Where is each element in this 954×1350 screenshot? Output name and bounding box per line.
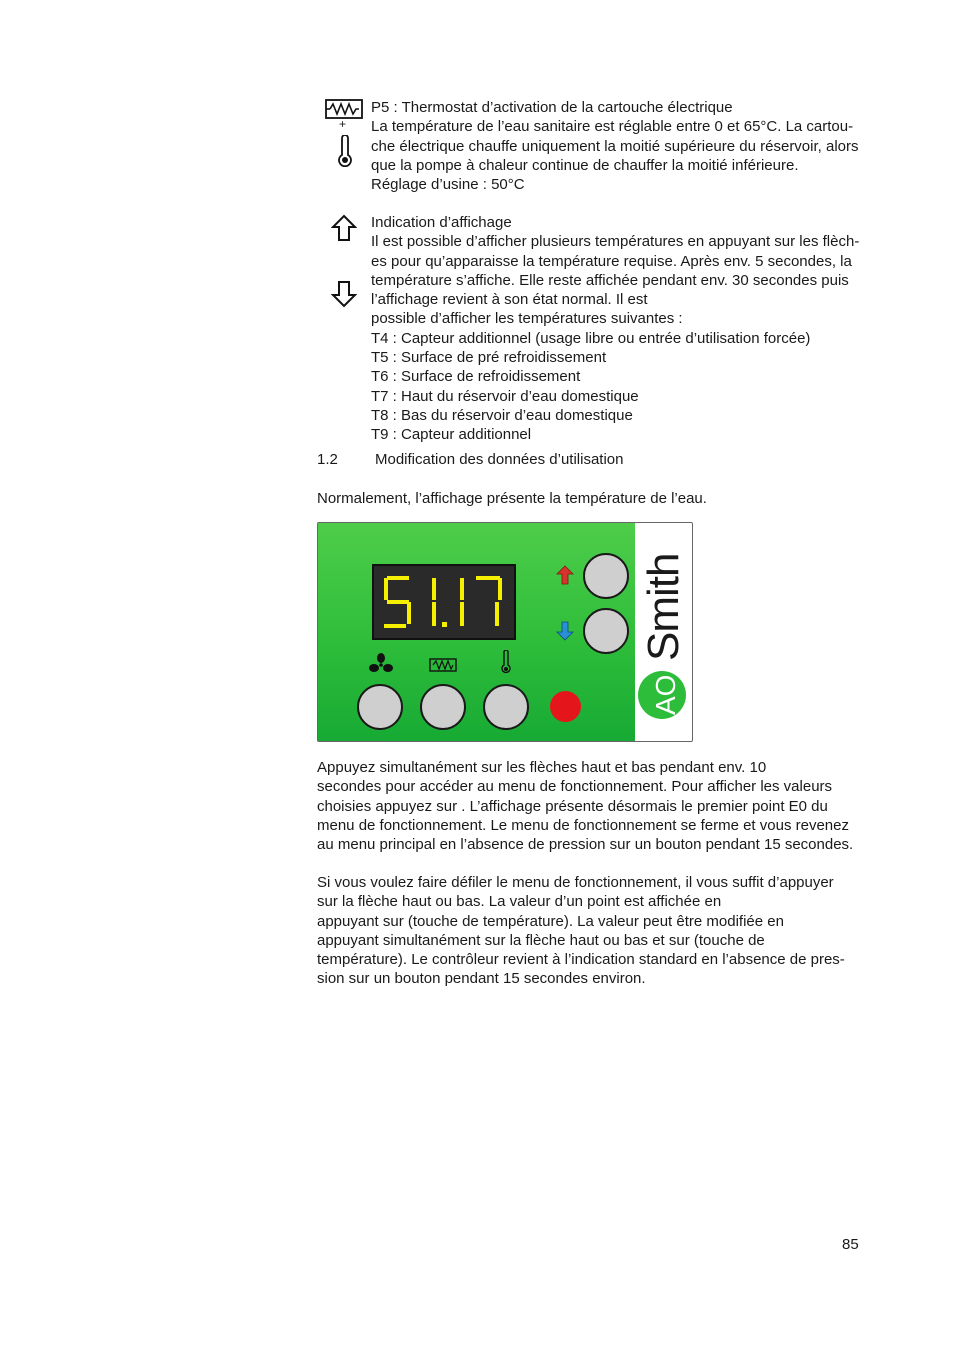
text-line: Réglage d’usine : 50°C bbox=[371, 176, 525, 194]
text-line: sur la flèche haut ou bas. La valeur d’un point est affichée en bbox=[317, 893, 722, 911]
text-line: température s’affiche. Elle reste affichée pendant env. 30 secondes puis bbox=[371, 271, 849, 289]
control-panel bbox=[317, 522, 693, 742]
heating-element-icon bbox=[325, 99, 363, 119]
text-line: menu de fonctionnement. Le menu de fonctionnement se ferme et vous revenez bbox=[317, 816, 849, 834]
text-line: possible d’afficher les températures suivantes : bbox=[371, 310, 683, 328]
text-line: que la pompe à chaleur continue de chauffer la moitié inférieure. bbox=[371, 156, 799, 174]
thermometer-icon bbox=[336, 135, 354, 167]
text-line: T9 : Capteur additionnel bbox=[371, 426, 532, 444]
fan-button[interactable] bbox=[357, 684, 403, 730]
text-line: Appuyez simultanément sur les flèches haut et bas pendant env. 10 bbox=[317, 759, 767, 776]
text-line: T8 : Bas du réservoir d’eau domestique bbox=[371, 406, 633, 424]
paragraph-menu-scroll bbox=[317, 873, 845, 989]
text-line: Il est possible d’afficher plusieurs températures en appuyant sur les flèch- bbox=[371, 233, 860, 251]
text-line: es pour qu’apparaisse la température requise. Après env. 5 secondes, la bbox=[371, 252, 852, 270]
text-line: secondes pour accéder au menu de fonctionnement. Pour afficher les valeurs bbox=[317, 778, 833, 796]
arrow-down-icon bbox=[556, 621, 574, 641]
section-number: 1.2 bbox=[317, 451, 338, 468]
arrow-down-icon bbox=[331, 280, 357, 308]
text-line: T5 : Surface de pré refroidissement bbox=[371, 349, 607, 367]
text-line: Si vous voulez faire défiler le menu de fonctionnement, il vous suffit d’appuyer bbox=[317, 874, 834, 891]
text-line: che électrique chauffe uniquement la moitié supérieure du réservoir, alors bbox=[371, 137, 859, 155]
section-display-text bbox=[371, 213, 859, 445]
status-led bbox=[550, 691, 581, 722]
text-line: l’affichage revient à son état normal. Il est bbox=[371, 291, 648, 309]
text-line: température). Le contrôleur revient à l’indication standard en l’absence de pres- bbox=[317, 951, 845, 969]
fan-icon bbox=[369, 653, 393, 673]
brand-strip bbox=[635, 523, 692, 741]
arrow-up-icon bbox=[556, 565, 574, 585]
text-line: T4 : Capteur additionnel (usage libre ou entrée d’utilisation forcée) bbox=[371, 329, 811, 347]
text-line: La température de l’eau sanitaire est réglable entre 0 et 65°C. La cartou- bbox=[371, 118, 854, 136]
text-line: au menu principal en l’absence de pression sur un bouton pendant 15 secondes. bbox=[317, 836, 854, 854]
text-line: choisies appuyez sur . L’affichage présente désormais le premier point E0 du bbox=[317, 797, 828, 815]
text-line: T7 : Haut du réservoir d’eau domestique bbox=[371, 387, 639, 405]
brand-name: Smith bbox=[639, 553, 688, 661]
text-line: Indication d’affichage bbox=[371, 214, 512, 231]
heating-element-icon bbox=[429, 658, 457, 672]
text-line: appuyant simultanément sur la flèche haut ou bas et sur (touche de bbox=[317, 931, 765, 949]
page-number: 85 bbox=[842, 1236, 859, 1253]
arrow-up-icon bbox=[331, 214, 357, 242]
display-digits bbox=[374, 566, 514, 638]
plus-sign: + bbox=[339, 117, 347, 131]
text-line: sion sur un bouton pendant 15 secondes environ. bbox=[317, 970, 646, 988]
logo-letters: AO bbox=[650, 674, 681, 715]
temperature-display bbox=[372, 564, 516, 640]
section-heading: Modification des données d’utilisation bbox=[375, 451, 624, 468]
section-p5-text bbox=[371, 98, 859, 194]
text-line: appuyant sur (touche de température). La valeur peut être modifiée en bbox=[317, 912, 784, 930]
down-button[interactable] bbox=[583, 608, 629, 654]
text-line: T6 : Surface de refroidissement bbox=[371, 368, 581, 386]
temperature-button[interactable] bbox=[483, 684, 529, 730]
thermometer-icon bbox=[500, 650, 512, 674]
heating-button[interactable] bbox=[420, 684, 466, 730]
ao-smith-logo bbox=[635, 523, 692, 741]
text-line: P5 : Thermostat d’activation de la cartouche électrique bbox=[371, 99, 733, 116]
paragraph-menu-access bbox=[317, 758, 853, 854]
intro-paragraph: Normalement, l’affichage présente la température de l’eau. bbox=[317, 490, 707, 507]
up-button[interactable] bbox=[583, 553, 629, 599]
